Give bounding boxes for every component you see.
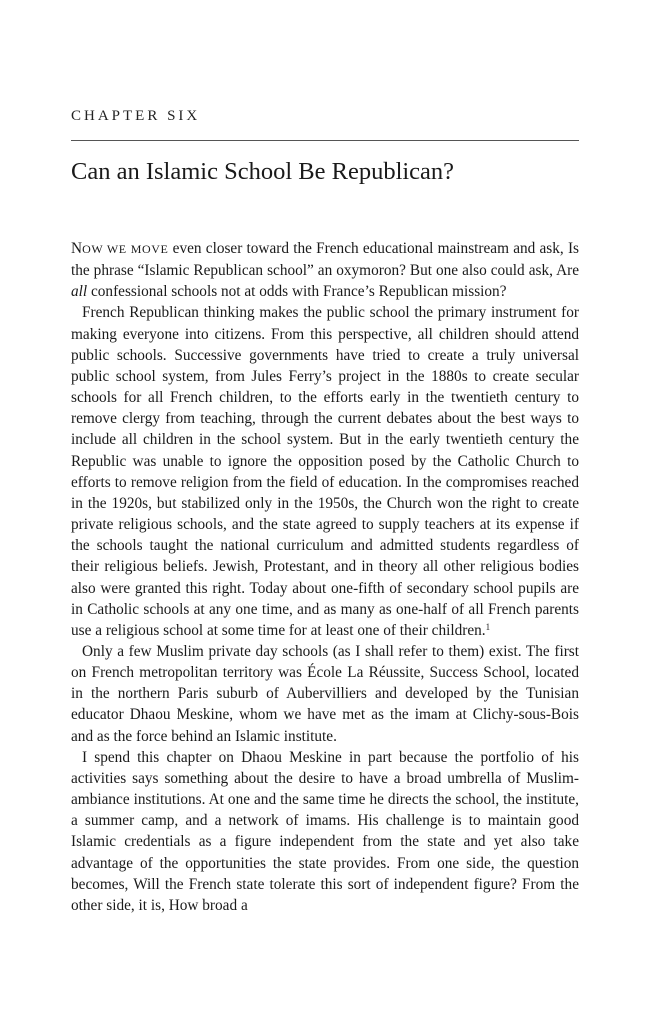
paragraph-1-emphasis: all (71, 283, 88, 301)
paragraph-1-text-b: confessional schools not at odds with France’s Republican mission? (87, 283, 507, 301)
chapter-label: CHAPTER SIX (71, 108, 201, 124)
chapter-title: Can an Islamic School Be Republican? (71, 158, 455, 185)
paragraph-3-text: Only a few Muslim private day schools (as I shall refer to them) exist. The first on French metropolitan territory was École La Réussite, Success School, located in the northern Paris suburb of Aubervilliers and developed by the Tunisian educator Dhaou Meskine, whom we have met as the imam at Clichy-sous-Bois and as the force behind an Islamic institute. (71, 642, 579, 745)
paragraph-1-lead-cap: N (71, 240, 83, 257)
chapter-divider (71, 140, 579, 141)
chapter-body (71, 238, 579, 916)
paragraph-2 (71, 302, 579, 641)
paragraph-3 (71, 641, 579, 747)
paragraph-1-lead-smallcaps: OW WE MOVE (82, 242, 169, 256)
paragraph-2-text: French Republican thinking makes the public school the primary instrument for making everyone into citizens. From this perspective, all children should attend public schools. Successive governments have tried to create a truly universal public school system, from Jules Ferry’s project in the 1880s to create secular schools for all French children, to the efforts early in the twentieth century to remove clergy from teaching, through the current debates about the best ways to include all children in the school system. But in the early twentieth century the Republic was unable to ignore the opposition posed by the Catholic Church to efforts to remove religion from the field of education. In the compromises reached in the 1920s, but stabilized only in the 1950s, the Church won the right to create private religious schools, and the state agreed to supply teachers at its expense if the schools taught the national curriculum and admitted students regardless of their religious beliefs. Jewish, Protestant, and in theory all other religious bodies also were granted this right. Today about one-fifth of secondary school pupils are in Catholic schools at any one time, and as many as one-half of all French parents use a religious school at some time for at least one of their children. (71, 304, 579, 639)
paragraph-4-text: I spend this chapter on Dhaou Meskine in part because the portfolio of his activities says something about the desire to have a broad umbrella of Muslim-ambiance institutions. At one and the same time he directs the school, the institute, a summer camp, and a network of imams. His challenge is to maintain good Islamic credentials as a figure independent from the state and yet also take advantage of the opportunities the state provides. From one side, the question becomes, Will the French state tolerate this sort of independent figure? From the other side, it is, How broad a (71, 748, 579, 914)
paragraph-1 (71, 238, 579, 302)
paragraph-1-text-a: even closer toward the French educational mainstream and ask, Is the phrase “Islamic Republican school” an oxymoron? But one also could ask, Are (71, 240, 580, 280)
paragraph-4 (71, 747, 579, 916)
footnote-marker: 1 (485, 621, 491, 632)
